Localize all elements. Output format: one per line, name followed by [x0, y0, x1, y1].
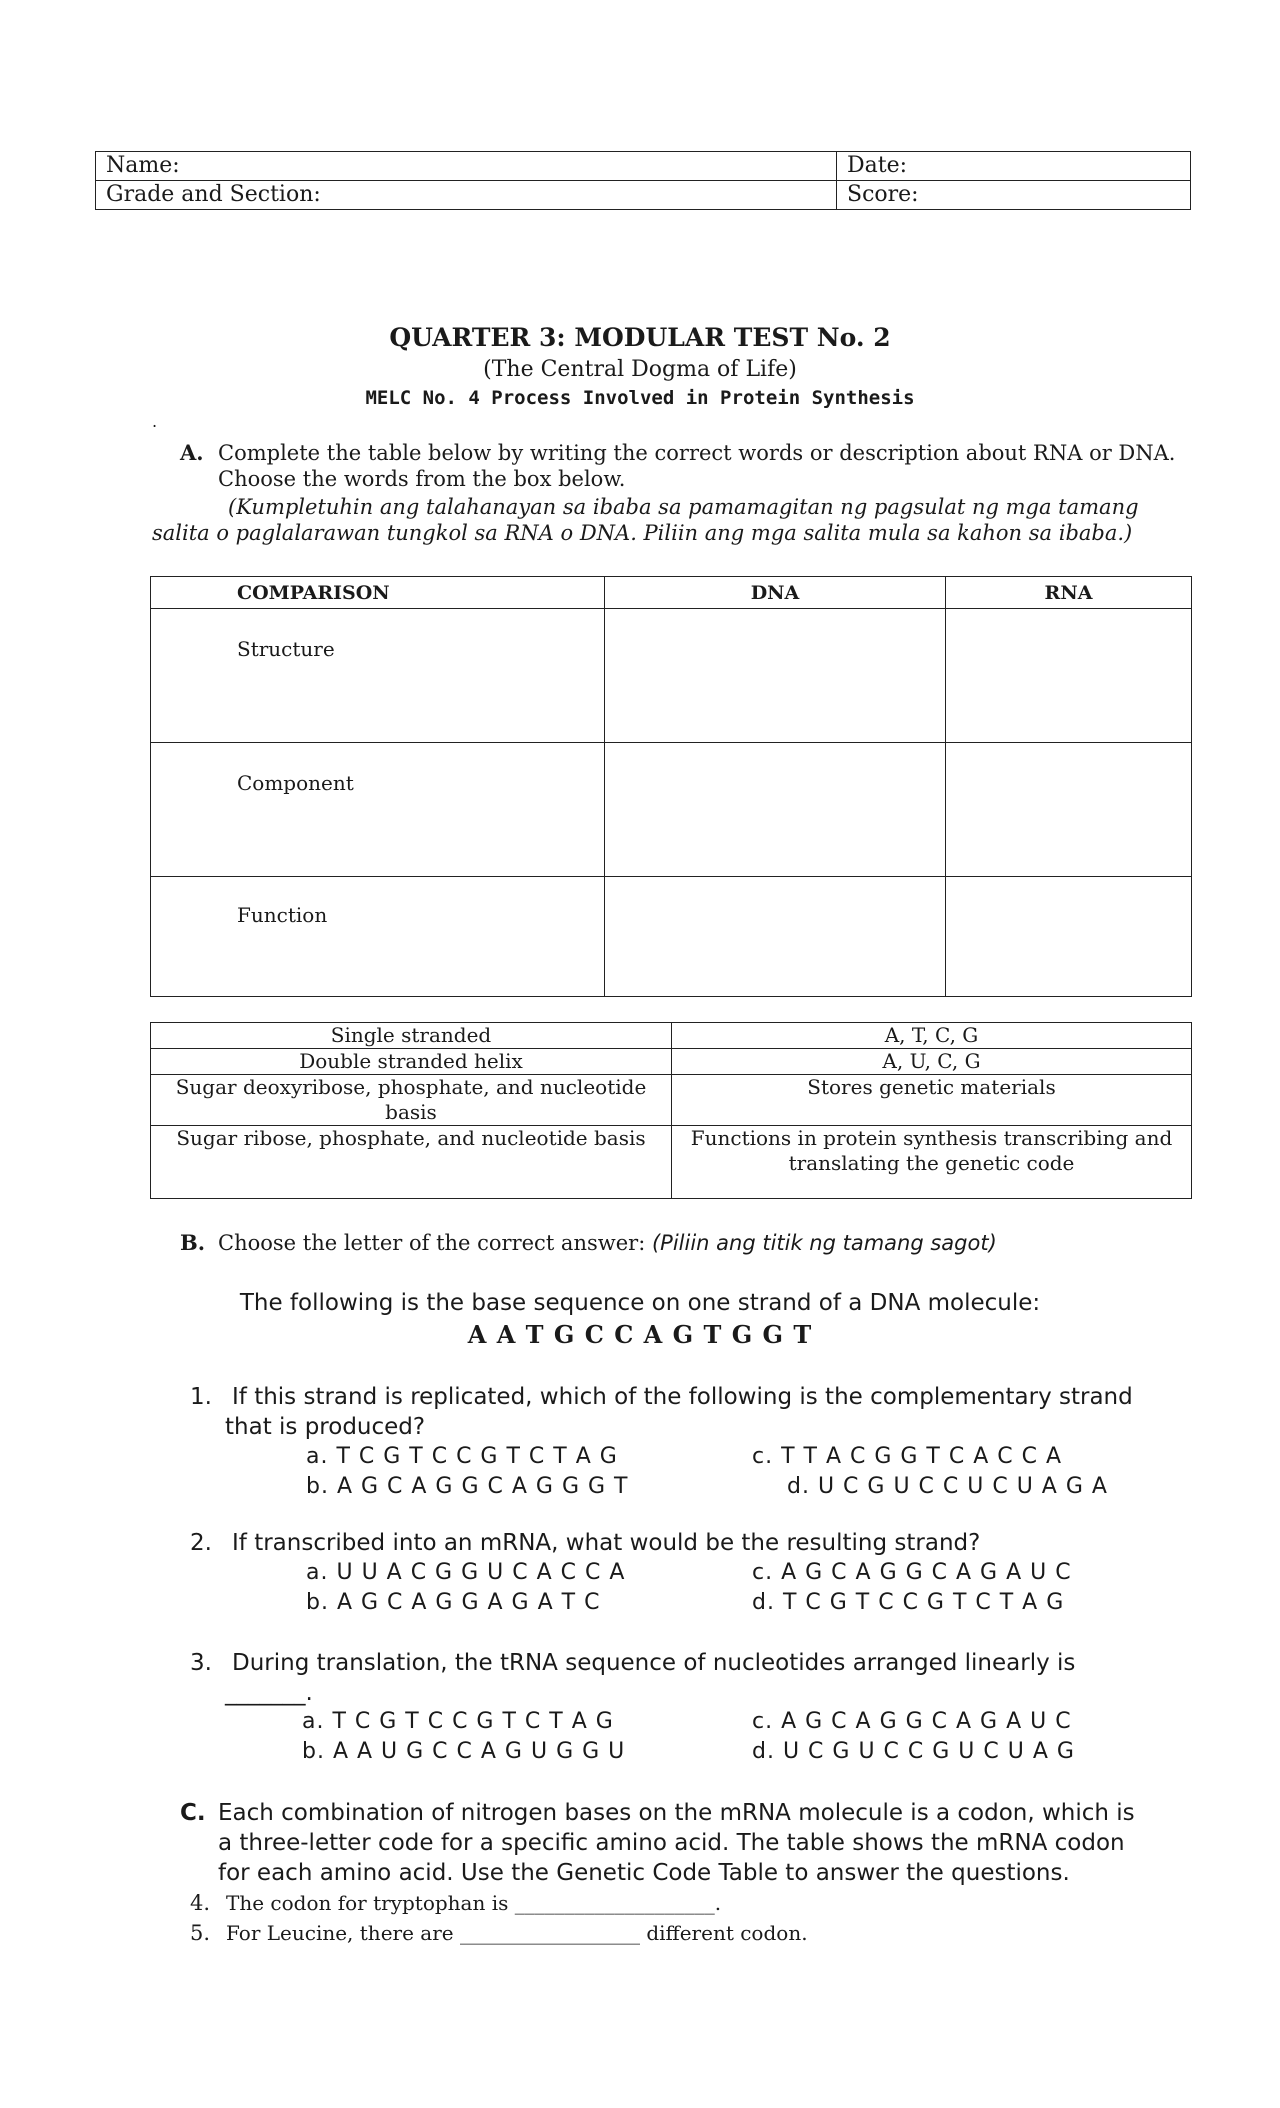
test-subtitle: (The Central Dogma of Life)	[483, 357, 797, 382]
structure-rna-cell[interactable]	[946, 609, 1192, 743]
q3-text-1: During translation, the tRNA sequence of nucleotides arranged linearly is	[232, 1650, 1076, 1676]
grade-section-label: Grade and Section:	[106, 182, 321, 207]
q3-option-b[interactable]: b. A A U G C C A G U G G U	[302, 1739, 626, 1764]
function-dna-cell[interactable]	[605, 877, 946, 997]
choice-atcg: A, T, C, G	[672, 1023, 1192, 1049]
part-a-instruction-1: Complete the table below by writing the correct words or description about RNA or DNA.	[218, 441, 1176, 465]
q2-text-1: If transcribed into an mRNA, what would be the resulting strand?	[232, 1530, 981, 1556]
part-a-letter: A.	[180, 440, 204, 465]
q3-number: 3.	[190, 1650, 212, 1676]
student-info-table	[95, 151, 1191, 210]
part-b-letter: B.	[180, 1230, 206, 1255]
row-label-structure: Structure	[151, 609, 605, 743]
part-a-translation-2: salita o paglalarawan tungkol sa RNA o DNA. Piliin ang mga salita mula sa kahon sa ibaba.)	[152, 521, 1133, 545]
choice-stores-genetic: Stores genetic materials	[672, 1075, 1192, 1126]
word-choices-table	[150, 1022, 1192, 1199]
q5-number: 5.	[190, 1921, 211, 1945]
row-label-component: Component	[151, 743, 605, 877]
choice-single-stranded: Single stranded	[151, 1023, 672, 1049]
part-a-translation-1: (Kumpletuhin ang talahanayan sa ibaba sa pamamagitan ng pagsulat ng mga tamang	[228, 495, 1139, 519]
header-dna: DNA	[605, 577, 946, 609]
q1-option-b[interactable]: b. A G C A G G C A G G G T	[306, 1474, 629, 1499]
q2-option-c[interactable]: c. A G C A G G C A G A U C	[752, 1560, 1072, 1585]
date-field[interactable]	[837, 152, 1191, 181]
q1-option-c[interactable]: c. T T A C G G T C A C C A	[752, 1444, 1063, 1469]
part-b-instruction	[218, 1230, 997, 1256]
q2-number: 2.	[190, 1530, 212, 1556]
structure-dna-cell[interactable]	[605, 609, 946, 743]
component-rna-cell[interactable]	[946, 743, 1192, 877]
score-field[interactable]	[837, 181, 1191, 210]
q3-text-2: _______.	[225, 1680, 313, 1706]
q4-number: 4.	[190, 1891, 211, 1915]
q2-option-b[interactable]: b. A G C A G G A G A T C	[306, 1590, 601, 1615]
part-c-text-2: a three-letter code for a specific amino acid. The table shows the mRNA codon	[218, 1830, 1125, 1856]
test-title: QUARTER 3: MODULAR TEST No. 2	[389, 323, 891, 352]
part-c-text-3: for each amino acid. Use the Genetic Code Table to answer the questions.	[218, 1860, 1070, 1886]
header-comparison: COMPARISON	[151, 577, 605, 609]
part-c-text-1: Each combination of nitrogen bases on the mRNA molecule is a codon, which is	[218, 1800, 1135, 1826]
component-dna-cell[interactable]	[605, 743, 946, 877]
q1-text-2: that is produced?	[225, 1414, 426, 1440]
q4-text: The codon for tryptophan is ____________________.	[226, 1891, 722, 1915]
sequence-intro: The following is the base sequence on one strand of a DNA molecule:	[239, 1290, 1041, 1316]
part-c-letter: C.	[180, 1800, 206, 1826]
q1-text-1: If this strand is replicated, which of the following is the complementary strand	[232, 1384, 1133, 1410]
choice-double-stranded: Double stranded helix	[151, 1049, 672, 1075]
q1-option-d[interactable]: d. U C G U C C U C U A G A	[787, 1474, 1108, 1499]
name-field[interactable]	[96, 152, 837, 181]
score-label: Score:	[847, 182, 919, 207]
comparison-table	[150, 576, 1192, 997]
function-rna-cell[interactable]	[946, 877, 1192, 997]
q3-option-c[interactable]: c. A G C A G G C A G A U C	[752, 1709, 1072, 1734]
choice-protein-synthesis: Functions in protein synthesis transcribing and translating the genetic code	[672, 1126, 1192, 1199]
row-label-function: Function	[151, 877, 605, 997]
q3-option-a[interactable]: a. T C G T C C G T C T A G	[302, 1709, 614, 1734]
q5-text: For Leucine, there are __________________ different codon.	[226, 1921, 808, 1945]
q1-option-a[interactable]: a. T C G T C C G T C T A G	[306, 1444, 618, 1469]
grade-section-field[interactable]	[96, 181, 837, 210]
part-b-instruction-text: Choose the letter of the correct answer:	[218, 1231, 646, 1255]
q1-number: 1.	[190, 1384, 212, 1410]
choice-sugar-deoxyribose: Sugar deoxyribose, phosphate, and nucleotide basis	[151, 1075, 672, 1126]
q2-option-d[interactable]: d. T C G T C C G T C T A G	[752, 1590, 1065, 1615]
choice-sugar-ribose: Sugar ribose, phosphate, and nucleotide basis	[151, 1126, 672, 1199]
part-b-instruction-tl: (Piliin ang titik ng tamang sagot)	[651, 1231, 997, 1255]
part-a-instruction-2: Choose the words from the box below.	[218, 467, 626, 491]
choice-aucg: A, U, C, G	[672, 1049, 1192, 1075]
dna-sequence: A A T G C C A G T G G T	[467, 1320, 813, 1349]
header-rna: RNA	[946, 577, 1192, 609]
stray-dot: .	[152, 412, 158, 431]
q3-option-d[interactable]: d. U C G U C C G U C U A G	[752, 1739, 1075, 1764]
q2-option-a[interactable]: a. U U A C G G U C A C C A	[306, 1560, 626, 1585]
melc-title: MELC No. 4 Process Involved in Protein Synthesis	[365, 387, 915, 409]
name-label: Name:	[106, 153, 180, 178]
date-label: Date:	[847, 153, 908, 178]
